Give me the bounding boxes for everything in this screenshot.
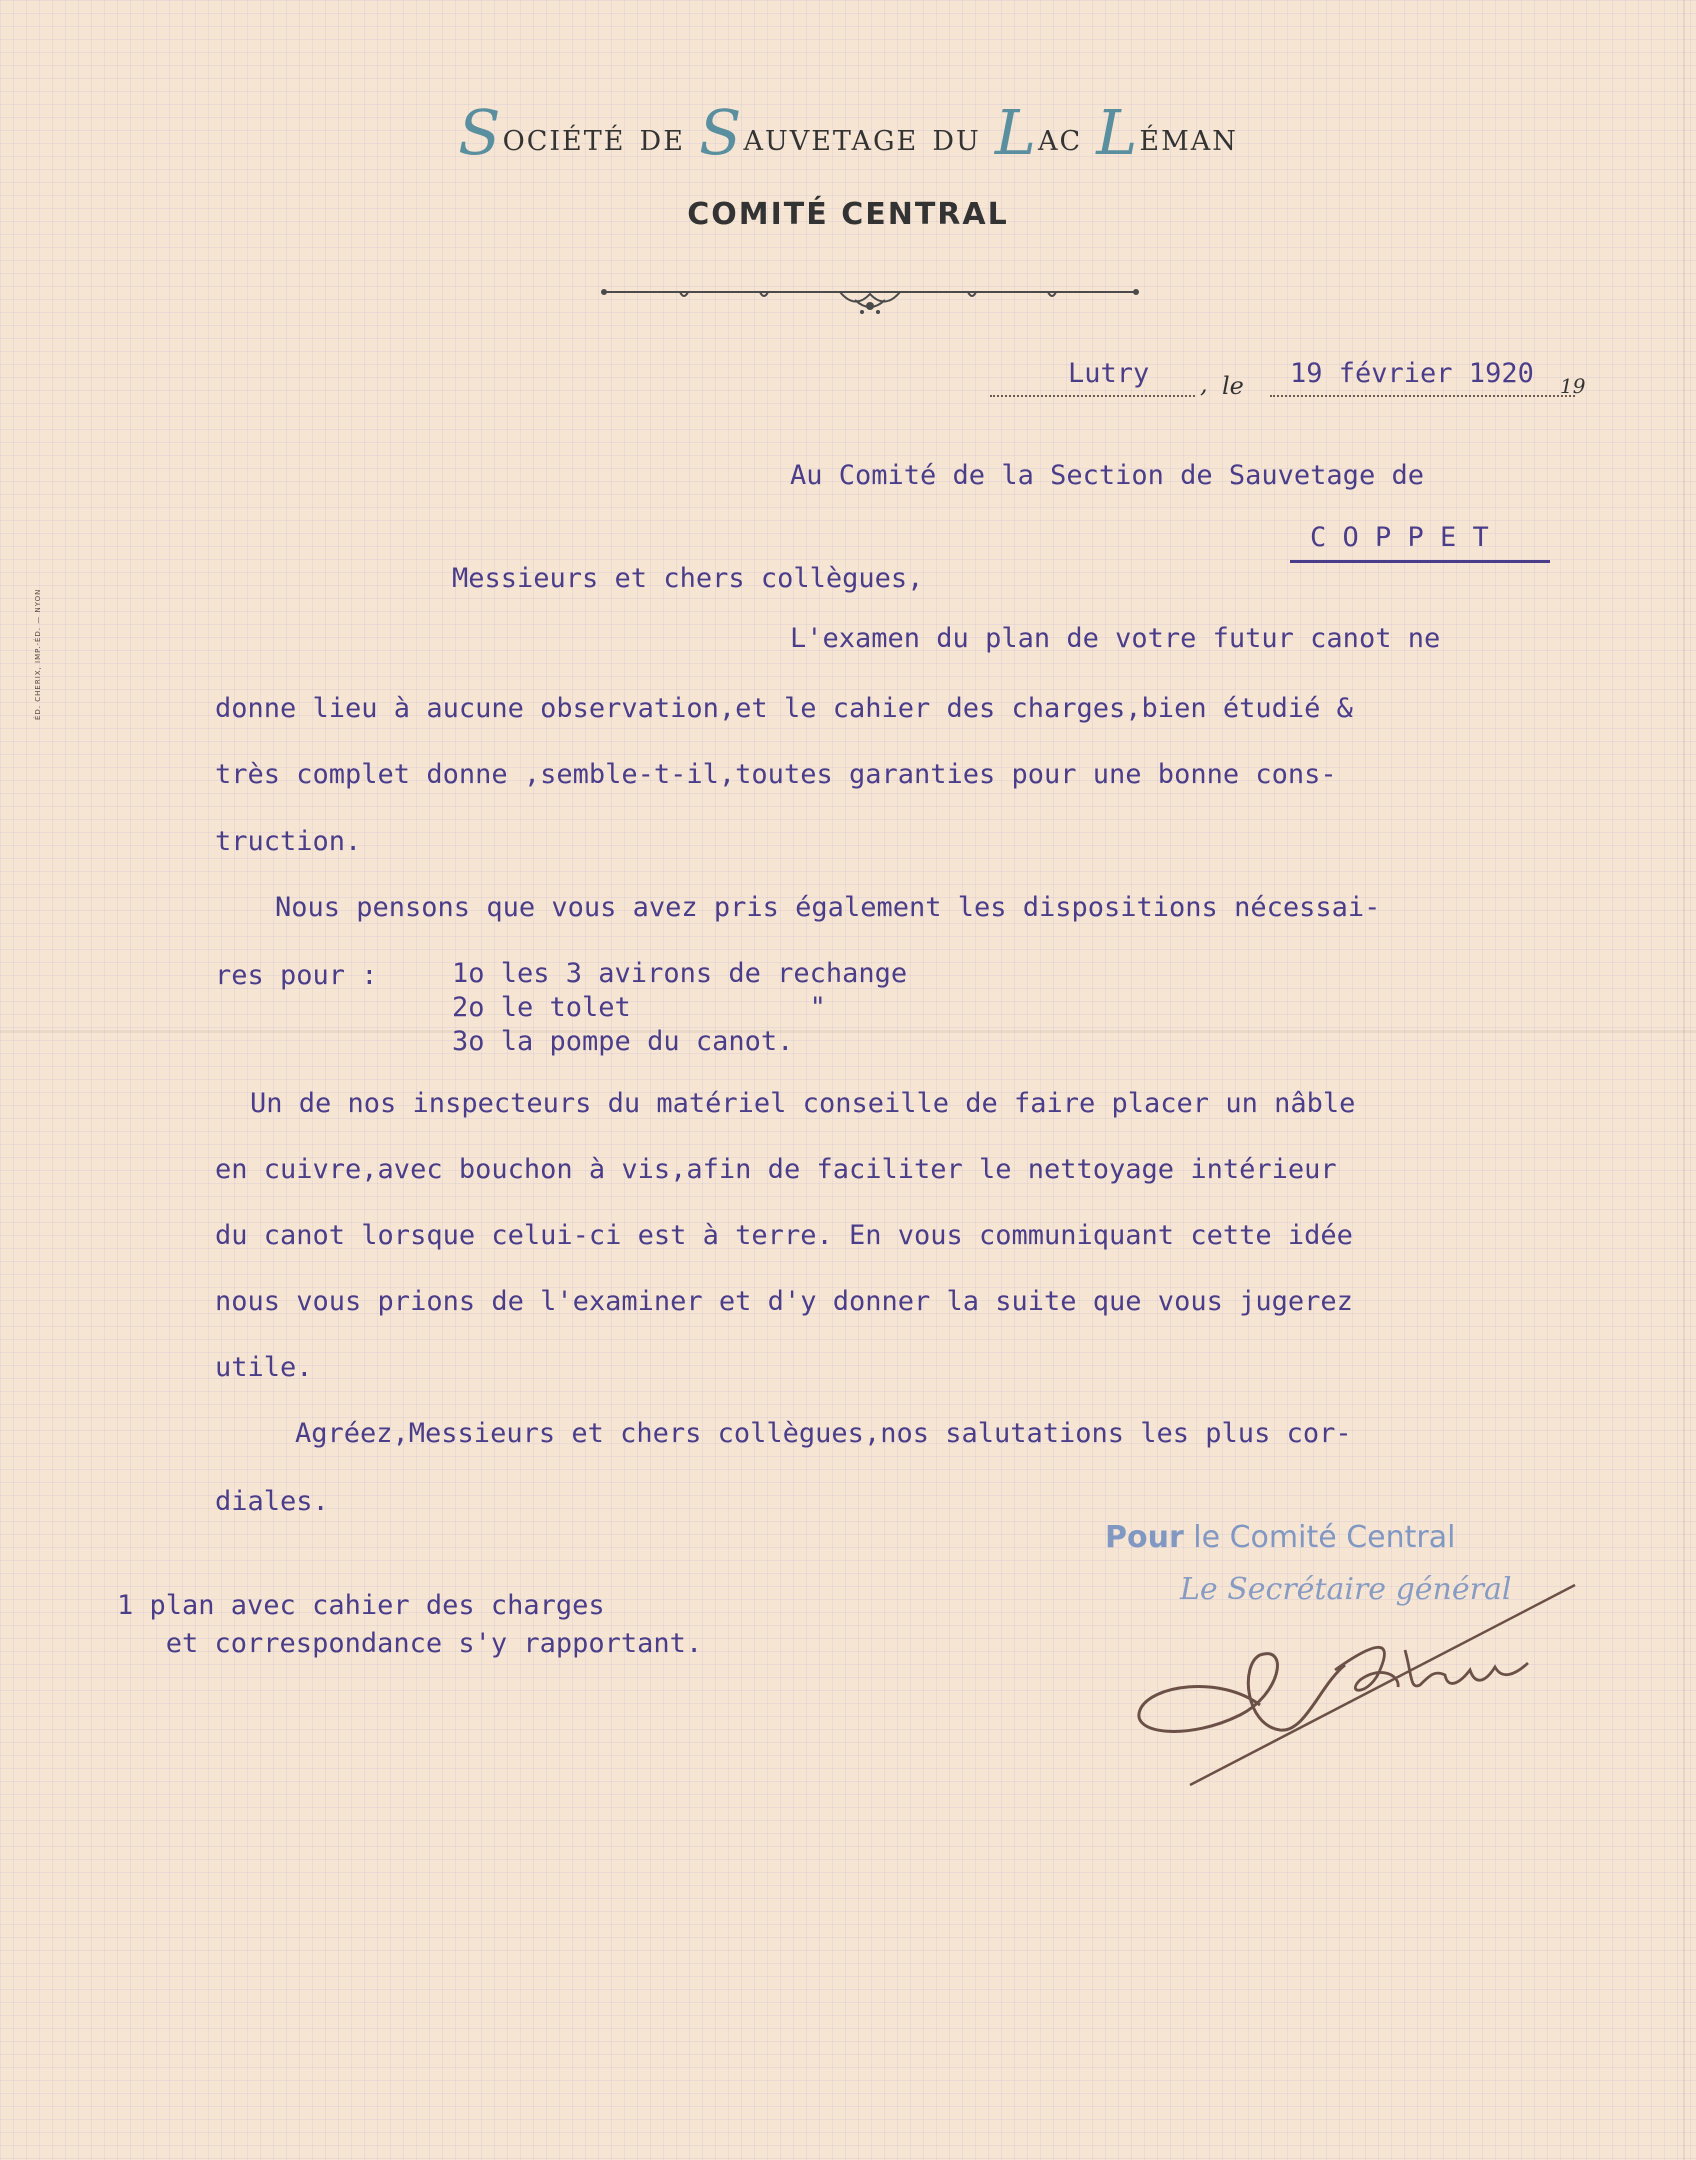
date-printed-year: 19 [1560,374,1586,398]
recipient-line-1: Au Comité de la Section de Sauvetage de [790,460,1424,491]
body-line-1: L'examen du plan de votre futur canot ne [790,623,1441,654]
body-line-16: diales. [215,1486,329,1517]
date-value: 19 février 1920 [1290,358,1534,389]
enclosure-line-2: et correspondance s'y rapportant. [117,1628,703,1659]
paper-fold-vertical [1683,0,1685,2160]
body-line-14: utile. [215,1352,313,1383]
recipient-underline [1290,560,1550,563]
stamp-line-2: Le Secrétaire général [1180,1572,1512,1607]
list-item-2: 2o le tolet " [452,992,826,1023]
date-place-dotline [990,395,1195,397]
list-item-3: 3o la pompe du canot. [452,1026,794,1057]
date-place: Lutry [1068,358,1150,389]
body-line-10: Un de nos inspecteurs du matériel conseille de faire placer un nâble [250,1088,1356,1119]
body-line-11: en cuivre,avec bouchon à vis,afin de faciliter le nettoyage intérieur [215,1154,1337,1185]
body-line-5: Nous pensons que vous avez pris également les dispositions nécessai- [275,892,1381,923]
body-line-4: truction. [215,826,362,857]
printer-imprint: ÉD. CHERIX, IMP.-ÉD. — NYON [34,588,42,720]
ornament-divider [600,280,1140,320]
body-line-3: très complet donne ,semble-t-il,toutes garanties pour une bonne cons- [215,759,1337,790]
recipient-line-2: C O P P E T [1310,522,1489,553]
signature [1130,1575,1600,1805]
letterhead-title [0,96,1696,169]
list-item-1: 1o les 3 avirons de rechange [452,958,908,989]
date-separator: , [1200,370,1208,398]
body-line-12: du canot lorsque celui-ci est à terre. En vous communiquant cette idée [215,1220,1353,1251]
date-le: le [1222,372,1244,400]
title-word-1: Société de [458,96,699,169]
date-value-dotline [1270,395,1575,397]
paper-fold-horizontal [0,1030,1696,1033]
body-line-15: Agréez,Messieurs et chers collègues,nos salutations les plus cor- [295,1418,1352,1449]
body-line-2: donne lieu à aucune observation,et le cahier des charges,bien étudié & [215,693,1353,724]
body-line-6: res pour : [215,960,378,991]
letterhead-subtitle: COMITÉ CENTRAL [687,197,1009,232]
title-word-3: Lac [994,96,1097,169]
enclosure-line-1: 1 plan avec cahier des charges [117,1590,605,1621]
title-word-4: Léman [1096,96,1238,169]
salutation: Messieurs et chers collègues, [452,563,924,594]
title-word-2: Sauvetage du [698,96,995,169]
body-line-13: nous vous prions de l'examiner et d'y donner la suite que vous jugerez [215,1286,1353,1317]
stamp-line-1: Pour le Comité Central [1105,1520,1456,1555]
